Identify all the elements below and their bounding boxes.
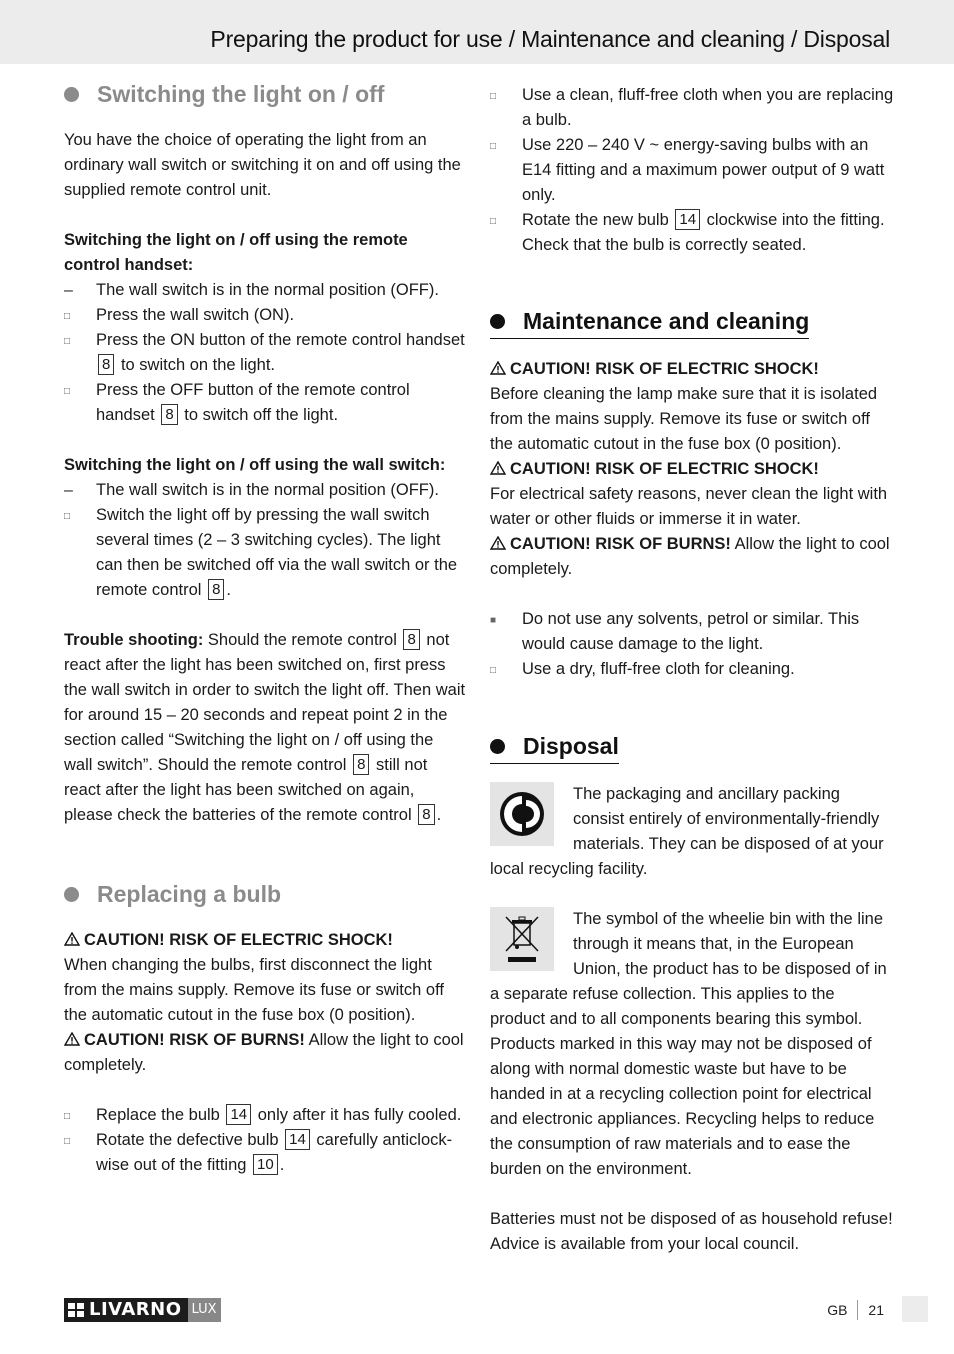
- bullet-dot-icon: [490, 314, 505, 329]
- list-item: □ Use a dry, fluff-free cloth for cleaning.: [490, 657, 894, 682]
- left-column: [64, 78, 466, 1178]
- part-reference: 8: [208, 579, 224, 600]
- bullet-dot-icon: [490, 739, 505, 754]
- section-maintenance-heading: Maintenance and cleaning: [490, 305, 809, 339]
- list-item: □ Switch the light off by pressing the wall switch several times (2 – 3 switching cycles). The light can then be switched off via the wall switch or the remote control 8 .: [64, 503, 466, 603]
- replacing-caution-burns: CAUTION! RISK OF BURNS! Allow the light to cool completely.: [64, 1031, 464, 1074]
- green-dot-recycling-icon: [490, 782, 554, 846]
- wall-steps-list: [64, 478, 466, 603]
- list-item: □ Rotate the new bulb 14 clockwise into the fitting. Check that the bulb is correctly seated.: [490, 208, 894, 258]
- replacing-shock-text: When changing the bulbs, first disconnect the light from the mains supply. Remove its fuse or switch off the automatic cutout in the fuse box (0 position).: [64, 956, 444, 1024]
- checkbox-square-icon: □: [64, 1136, 71, 1147]
- part-reference: 8: [403, 629, 419, 650]
- wall-subheading: Switching the light on / off using the wall switch:: [64, 456, 446, 474]
- warning-triangle-icon: [490, 536, 506, 550]
- weee-text: The symbol of the wheelie bin with the line through it means that, in the European Union, the product has to be disposed of in a separate refuse collection. This applies to the product and to all components bearing this symbol. Products marked in this way may not be disposed of along with normal domestic waste but have to be handed in at a recycling collection point for electrical and electronic appliances. Recycling helps to reduce the consumption of raw materials and to ease the burden on the environment.: [490, 910, 887, 1178]
- list-item: □ Press the OFF button of the remote control handset 8 to switch off the light.: [64, 378, 466, 428]
- part-reference: 8: [353, 754, 369, 775]
- list-item: □ Replace the bulb 14 only after it has fully cooled.: [64, 1103, 466, 1128]
- packaging-text: The packaging and ancillary packing consist entirely of environmentally-friendly materials. They can be disposed of at your local recycling facility.: [490, 785, 884, 878]
- page-tab-marker: [902, 1296, 928, 1322]
- warning-triangle-icon: [64, 1032, 80, 1046]
- part-reference: 14: [226, 1104, 251, 1125]
- section-replacing-heading: Replacing a bulb: [64, 878, 466, 910]
- replacing-steps-list: [64, 1103, 466, 1178]
- warning-triangle-icon: [64, 932, 80, 946]
- maintenance-caution-1: CAUTION! RISK OF ELECTRIC SHOCK!: [490, 357, 894, 382]
- list-item: □ Press the wall switch (ON).: [64, 303, 466, 328]
- maintenance-caution-2: CAUTION! RISK OF ELECTRIC SHOCK!: [490, 457, 894, 482]
- section-disposal-heading: Disposal: [490, 730, 619, 764]
- weee-block: [490, 907, 894, 1182]
- part-reference: 8: [161, 404, 177, 425]
- crossed-wheelie-bin-icon: [490, 907, 554, 971]
- part-reference: 8: [418, 804, 434, 825]
- checkbox-square-icon: □: [490, 141, 497, 152]
- list-item: – The wall switch is in the normal position (OFF).: [64, 478, 466, 503]
- replacing-caution-shock: CAUTION! RISK OF ELECTRIC SHOCK!: [64, 928, 466, 953]
- checkbox-square-icon: □: [64, 511, 71, 522]
- packaging-block: [490, 782, 894, 882]
- warning-triangle-icon: [490, 461, 506, 475]
- checkbox-square-icon: □: [64, 386, 71, 397]
- batteries-text: Batteries must not be disposed of as household refuse! Advice is available from your local council.: [490, 1210, 893, 1253]
- language-code: GB: [827, 1302, 848, 1318]
- remote-subheading: Switching the light on / off using the remote control handset:: [64, 231, 408, 274]
- part-reference: 14: [285, 1129, 310, 1150]
- remote-steps-list: [64, 278, 466, 428]
- list-item: □ Rotate the defective bulb 14 carefully anticlock-wise out of the fitting 10 .: [64, 1128, 466, 1178]
- page-title: Preparing the product for use / Maintenance and cleaning / Disposal: [210, 26, 890, 52]
- part-reference: 14: [675, 209, 700, 230]
- checkbox-square-icon: □: [64, 1111, 71, 1122]
- maintenance-caution-3: CAUTION! RISK OF BURNS! Allow the light to cool completely.: [490, 535, 890, 578]
- part-reference: 10: [253, 1154, 278, 1175]
- maintenance-steps-list: [490, 607, 894, 682]
- dash-icon: –: [64, 282, 73, 299]
- bullet-dot-icon: [64, 887, 79, 902]
- checkbox-square-icon: □: [64, 336, 71, 347]
- page-number-value: 21: [868, 1302, 884, 1318]
- warning-triangle-icon: [490, 361, 506, 375]
- maintenance-text-2: For electrical safety reasons, never clean the light with water or other fluids or immerse it in water.: [490, 485, 888, 528]
- list-item: ■ Do not use any solvents, petrol or similar. This would cause damage to the light.: [490, 607, 894, 657]
- livarno-lux-logo: LIVARNO LUX: [64, 1298, 260, 1322]
- page-number: [827, 1300, 884, 1320]
- logo-grid-icon: [68, 1303, 84, 1317]
- dash-icon: –: [64, 482, 73, 499]
- trouble-shooting-paragraph: Trouble shooting: Should the remote control 8 not react after the light has been switched on, first press the wall switch in order to switch the light off. Then wait for around 15 – 20 seconds and repeat point 2 in the section called “Switching the light on / off using the wall switch”. Should the remote control 8 still not react after the light has been switched on again, please check the batteries of the remote control 8 .: [64, 631, 466, 824]
- switching-intro: You have the choice of operating the light from an ordinary wall switch or switching it on and off using the supplied remote control unit.: [64, 131, 461, 199]
- page-header: [0, 0, 954, 64]
- section-switching-heading: Switching the light on / off: [64, 78, 466, 110]
- bulb-steps-list: [490, 83, 894, 258]
- filled-square-icon: ■: [490, 615, 497, 626]
- maintenance-text-1: Before cleaning the lamp make sure that it is isolated from the mains supply. Remove its fuse or switch off the automatic cutout in the fuse box (0 position).: [490, 385, 878, 453]
- checkbox-square-icon: □: [490, 216, 497, 227]
- list-item: □ Use 220 – 240 V ~ energy-saving bulbs with an E14 fitting and a maximum power output of 9 watt only.: [490, 133, 894, 208]
- checkbox-square-icon: □: [490, 665, 497, 676]
- right-column: [490, 78, 894, 1257]
- bullet-dot-icon: [64, 87, 79, 102]
- part-reference: 8: [98, 354, 114, 375]
- checkbox-square-icon: □: [64, 311, 71, 322]
- checkbox-square-icon: □: [490, 91, 497, 102]
- list-item: □ Press the ON button of the remote control handset 8 to switch on the light.: [64, 328, 466, 378]
- list-item: □ Use a clean, fluff-free cloth when you are replacing a bulb.: [490, 83, 894, 133]
- list-item: – The wall switch is in the normal position (OFF).: [64, 278, 466, 303]
